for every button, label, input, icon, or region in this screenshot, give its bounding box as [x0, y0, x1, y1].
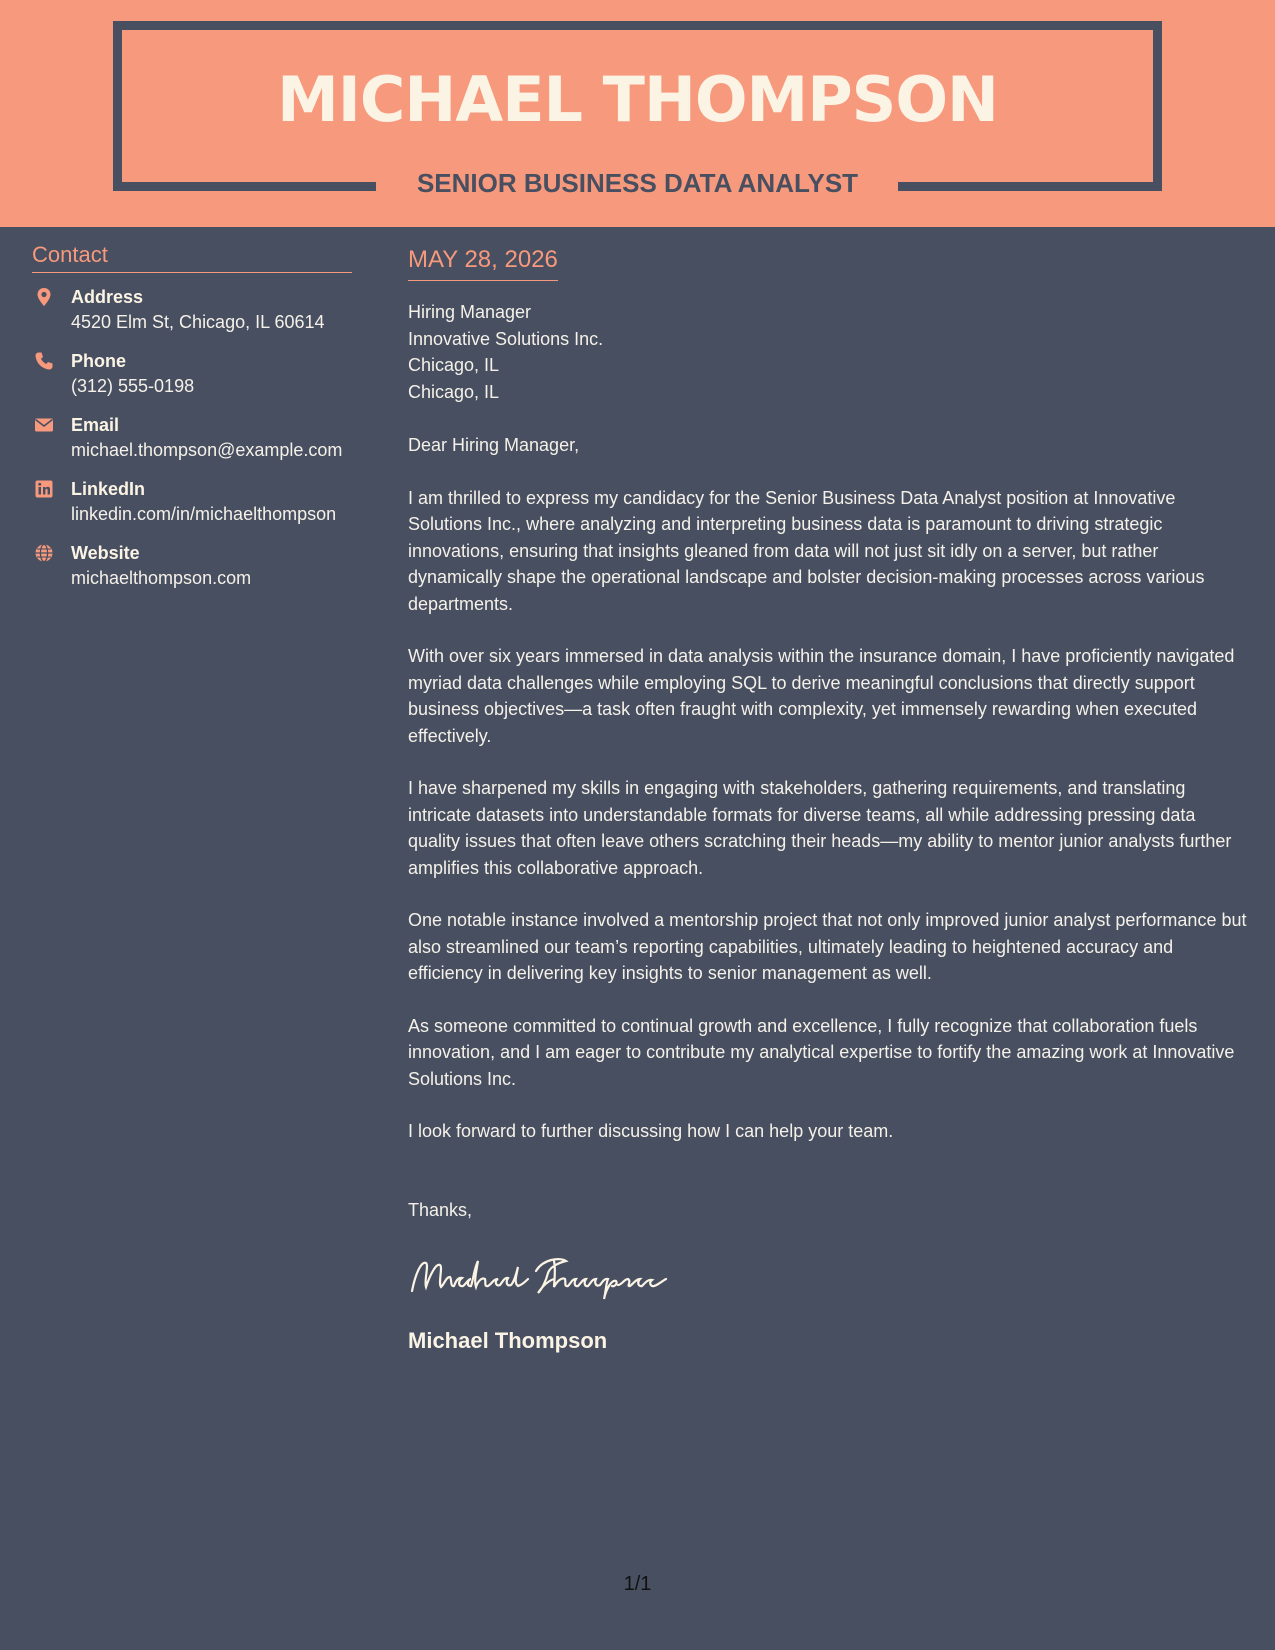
- globe-icon: [34, 543, 54, 563]
- address-value: 4520 Elm St, Chicago, IL 60614: [71, 312, 325, 332]
- linkedin-label: LinkedIn: [71, 479, 146, 499]
- email-icon: [34, 415, 54, 435]
- location-pin-icon: [34, 287, 54, 307]
- address-label: Address: [71, 287, 144, 307]
- linkedin-value[interactable]: linkedin.com/in/michaelthompson: [71, 504, 337, 524]
- contact-website: [32, 541, 352, 591]
- website-label: Website: [71, 543, 140, 563]
- candidate-name: MICHAEL THOMPSON: [277, 63, 998, 136]
- email-label: Email: [71, 415, 120, 435]
- recipient-block: [408, 299, 1248, 405]
- contact-linkedin: [32, 477, 352, 527]
- contact-email: [32, 413, 352, 463]
- body-paragraph: I look forward to further discussing how I can help your team.: [408, 1121, 894, 1141]
- body-paragraph: I have sharpened my skills in engaging with stakeholders, gathering requirements, and translating intricate datasets into understandable formats for diverse teams, all while addressing pressing data quality issues that often leave others scratching their heads—my ability to mentor junior analysts further amplifies this collaborative approach.: [408, 778, 1232, 878]
- phone-icon: [34, 351, 54, 371]
- signed-name: Michael Thompson: [408, 1328, 608, 1353]
- salutation: Dear Hiring Manager,: [408, 435, 580, 455]
- recipient-line: Hiring Manager: [408, 302, 532, 322]
- letter-date: MAY 28, 2026: [408, 244, 558, 281]
- header-banner: [0, 0, 1275, 227]
- contact-heading: Contact: [32, 240, 352, 273]
- body-paragraph: As someone committed to continual growth and excellence, I fully recognize that collaboration fuels innovation, and I am eager to contribute my analytical expertise to fortify the amazing work at Innovative Solutions Inc.: [408, 1015, 1235, 1089]
- body-paragraph: I am thrilled to express my candidacy for the Senior Business Data Analyst position at Innovative Solutions Inc., where analyzing and interpreting business data is paramount to driving strategic innovations, ensuring that insights gleaned from data will not just sit idly on a server, but rather dynamically shape the operational landscape and bolster decision-making processes across various departments.: [408, 487, 1205, 614]
- letter-body: [408, 244, 1248, 1356]
- recipient-line: Chicago, IL: [408, 381, 500, 402]
- page-number: 1/1: [623, 1573, 652, 1595]
- contact-phone: [32, 349, 352, 399]
- website-value[interactable]: michaelthompson.com: [71, 568, 252, 588]
- recipient-line: Innovative Solutions Inc.: [408, 328, 604, 349]
- recipient-line: Chicago, IL: [408, 355, 500, 375]
- contact-address: [32, 285, 352, 335]
- phone-value: (312) 555-0198: [71, 376, 195, 396]
- closing: Thanks,: [408, 1199, 473, 1220]
- email-value[interactable]: michael.thompson@example.com: [71, 440, 343, 460]
- body-paragraph: One notable instance involved a mentorship project that not only improved junior analyst performance but also streamlined our team’s reporting capabilities, ultimately leading to heightened accuracy and efficiency in delivering key insights to senior management as well.: [408, 910, 1247, 983]
- handwritten-signature: [408, 1251, 668, 1303]
- contact-sidebar: [32, 240, 352, 605]
- body-paragraph: With over six years immersed in data analysis within the insurance domain, I have proficiently navigated myriad data challenges while employing SQL to derive meaningful conclusions that directly support business objectives—a task often fraught with complexity, yet immensely rewarding when executed effectively.: [408, 646, 1235, 746]
- phone-label: Phone: [71, 351, 127, 371]
- job-title: SENIOR BUSINESS DATA ANALYST: [416, 168, 859, 198]
- linkedin-icon: [34, 479, 54, 499]
